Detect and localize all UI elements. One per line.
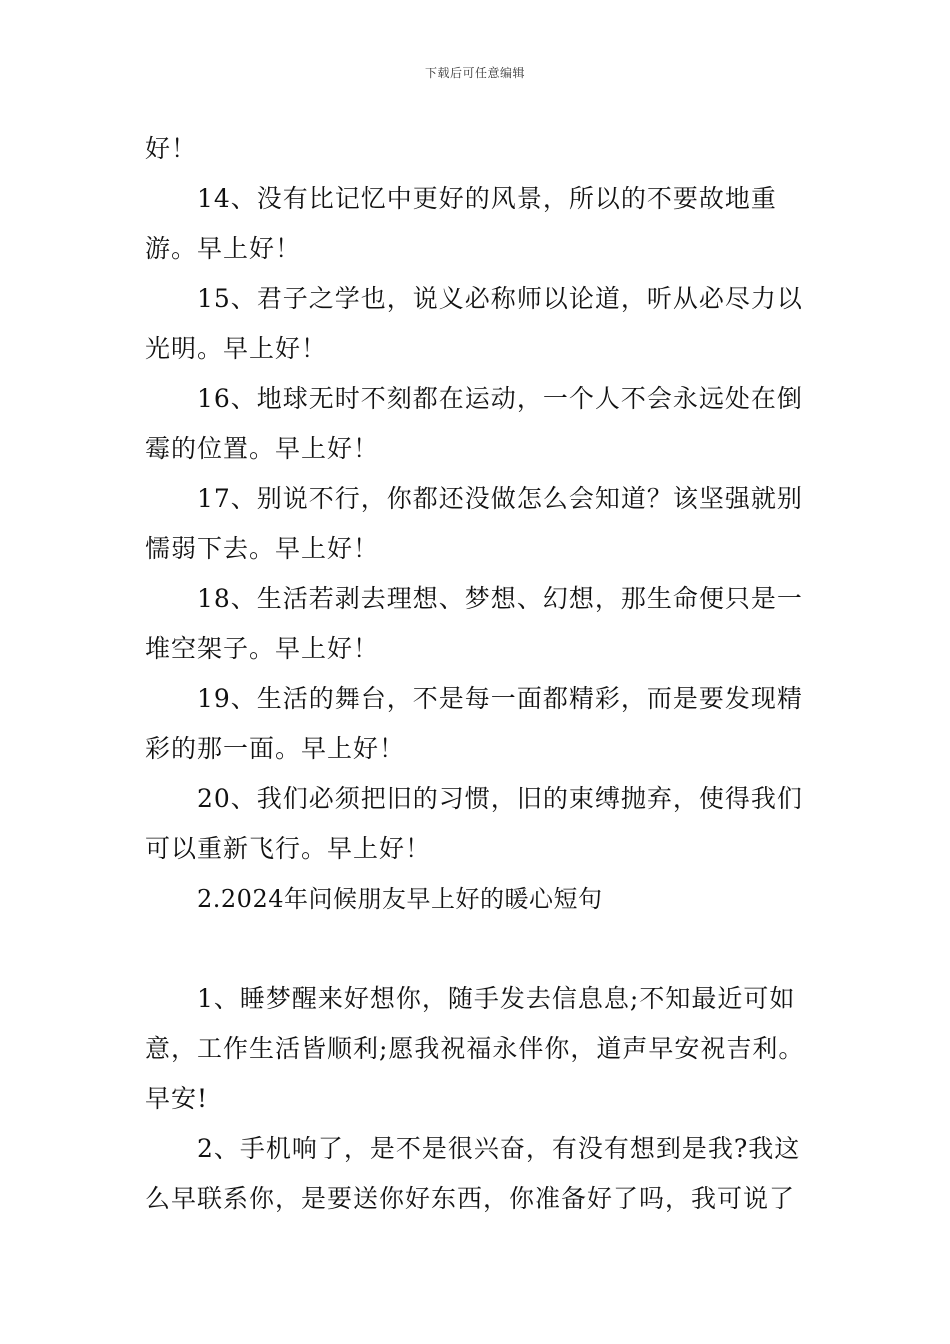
paragraph-item-14: 14、没有比记忆中更好的风景，所以的不要故地重游。早上好！ (145, 184, 777, 263)
paragraph-item-18: 18、生活若剥去理想、梦想、幻想，那生命便只是一堆空架子。早上好！ (145, 584, 803, 663)
page-header-note: 下载后可任意编辑 (424, 66, 525, 80)
paragraph-item-1: 1、睡梦醒来好想你，随手发去信息息;不知最近可如意，工作生活皆顺利;愿我祝福永伴你，道声早安祝吉利。早安! (145, 984, 805, 1113)
paragraph-item-16: 16、地球无时不刻都在运动，一个人不会永远处在倒霉的位置。早上好！ (145, 384, 803, 463)
paragraph-continuation: 好！ (145, 134, 198, 163)
section-heading: 2.2024年问候朋友早上好的暖心短句 (197, 885, 603, 913)
paragraph-item-19: 19、生活的舞台，不是每一面都精彩，而是要发现精彩的那一面。早上好！ (145, 684, 803, 763)
document-body (145, 124, 813, 1224)
paragraph-item-2: 2、手机响了，是不是很兴奋，有没有想到是我?我这么早联系你，是要送你好东西，你准备好了吗，我可说了 (145, 1134, 801, 1213)
paragraph-item-20: 20、我们必须把旧的习惯，旧的束缚抛弃，使得我们可以重新飞行。早上好！ (145, 784, 803, 863)
paragraph-item-15: 15、君子之学也，说义必称师以论道，听从必尽力以光明。早上好！ (145, 284, 803, 363)
paragraph-item-17: 17、别说不行，你都还没做怎么会知道？该坚强就别懦弱下去。早上好！ (145, 484, 803, 563)
